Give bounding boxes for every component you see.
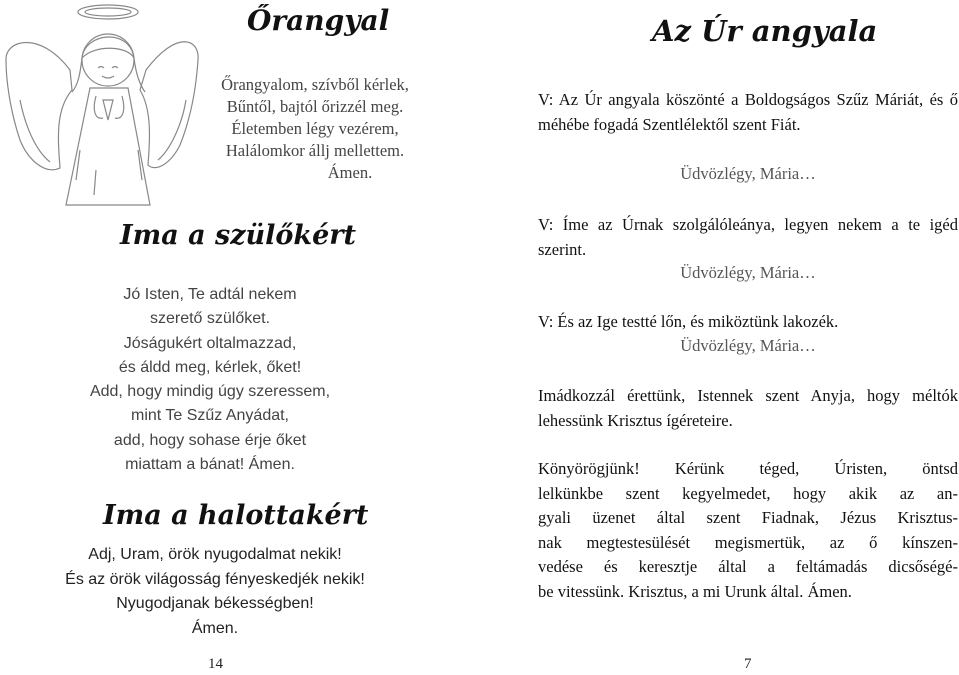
versicle-2: V: Íme az Úrnak szolgálóleánya, legyen nekem a te igéd szerint. bbox=[538, 215, 958, 259]
title-szulokert: Ima a szülőkért bbox=[120, 220, 356, 251]
paragraph-line: be vitessünk. Krisztus, a mi Urunk által. Ámen. bbox=[538, 581, 852, 601]
prayer-line: miattam a bánat! Ámen. bbox=[125, 456, 295, 474]
prayer-line: Halálomkor állj mellettem. bbox=[225, 141, 405, 160]
page-number-right: 7 bbox=[744, 656, 752, 672]
prayer-line: szerető szülőket. bbox=[149, 310, 271, 328]
prayer-line: Add, hogy mindig úgy szeressem, bbox=[89, 383, 331, 401]
title-halottakert: Ima a halottakért bbox=[103, 500, 369, 531]
ave-maria-2: Üdvözlégy, Mária… bbox=[680, 263, 816, 282]
title-az-ur-angyala: Az Úr angyala bbox=[652, 14, 878, 48]
prayer-line: és áldd meg, kérlek, őket! bbox=[118, 358, 302, 376]
prayer-line: Bűntől, bajtól őrizzél meg. bbox=[226, 97, 404, 116]
paragraph-line: gyali üzenet által szent Fiadnak, Jézus Krisztus- bbox=[538, 508, 958, 528]
prayer-line: És az örök világosság fényeskedjék nekik! bbox=[65, 570, 365, 588]
prayer-line: Adj, Uram, örök nyugodalmat nekik! bbox=[88, 546, 342, 563]
paragraph-line: Könyörögjünk! Kérünk téged, Úristen, öntsd bbox=[538, 459, 958, 478]
prayer-line: Életemben légy vezérem, bbox=[231, 119, 399, 138]
prayer-line: Jóságukért oltalmazzad, bbox=[123, 334, 297, 352]
angel-drawing-icon bbox=[0, 0, 200, 215]
page-number-left: 14 bbox=[208, 656, 223, 672]
paragraph-line: vedése és keresztje által a feltámadás dicsőségé- bbox=[538, 557, 958, 577]
prayer-line: add, hogy sohase érje őket bbox=[113, 431, 307, 449]
versicle-1: V: Az Úr angyala köszönté a Boldogságos Szűz Máriát, és ő méhébe fogadá Szentlélektől szent Fiát. bbox=[538, 90, 958, 134]
paragraph-line: nak megtestesülését megismertük, az ő kínszen- bbox=[538, 532, 958, 552]
prayer-line: Nyugodjanak békességben! bbox=[116, 595, 314, 612]
ave-maria-3: Üdvözlégy, Mária… bbox=[680, 336, 816, 355]
prayer-line: Ámen. bbox=[191, 619, 239, 637]
konyorogjunk-paragraph bbox=[538, 457, 958, 605]
prayer-line: mint Te Szűz Anyádat, bbox=[130, 407, 289, 425]
ave-maria-1: Üdvözlégy, Mária… bbox=[680, 164, 816, 183]
versicle-3: V: És az Ige testté lőn, és miköztünk lakozék. bbox=[538, 312, 839, 331]
paragraph-line: lelkünkbe szent kegyelmedet, hogy akik az an- bbox=[538, 483, 958, 503]
title-orangyal: Őrangyal bbox=[247, 4, 390, 37]
prayer-line: Őrangyalom, szívből kérlek, bbox=[221, 75, 409, 94]
prayer-line: Ámen. bbox=[327, 163, 373, 182]
prayer-line: Jó Isten, Te adtál nekem bbox=[123, 286, 297, 303]
imadkozzal-paragraph: Imádkozzál érettünk, Istennek szent Anyja, hogy méltók lehessünk Krisztus ígéreteire. bbox=[538, 386, 958, 430]
szulokert-prayer bbox=[50, 283, 370, 477]
halottakert-prayer bbox=[15, 543, 415, 641]
orangyal-prayer bbox=[180, 74, 450, 184]
